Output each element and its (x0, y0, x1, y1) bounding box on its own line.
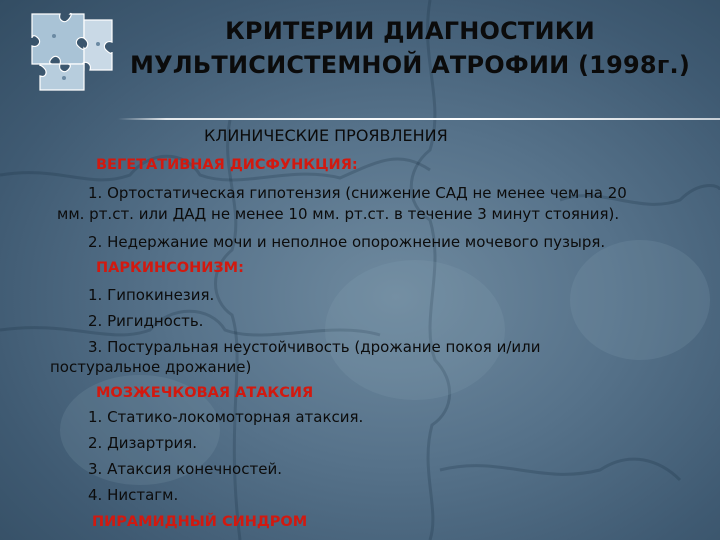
list-item: 1. Статико-локомоторная атаксия. (88, 408, 364, 426)
list-item: 1. Ортостатическая гипотензия (снижение САД не менее чем на 20 (88, 184, 627, 202)
list-item: 2. Недержание мочи и неполное опорожнение мочевого пузыря. (88, 233, 606, 251)
list-item: 2. Ригидность. (88, 312, 204, 330)
list-item: 2. Дизартрия. (88, 434, 198, 452)
title-line-2: МУЛЬТИСИСТЕМНОЙ АТРОФИИ (1998г.) (129, 51, 691, 79)
subheading: КЛИНИЧЕСКИЕ ПРОЯВЛЕНИЯ (204, 126, 448, 145)
section-heading-autonomic: ВЕГЕТАТИВНАЯ ДИСФУНКЦИЯ: (96, 157, 358, 173)
list-item: 3. Постуральная неустойчивость (дрожание покоя и/или (88, 338, 541, 356)
list-item-continuation: постуральное дрожание) (50, 358, 252, 376)
list-item: 3. Атаксия конечностей. (88, 460, 282, 478)
section-heading-ataxia: МОЗЖЕЧКОВАЯ АТАКСИЯ (96, 385, 314, 401)
list-item: 4. Нистагм. (88, 486, 179, 504)
title-line-1: КРИТЕРИИ ДИАГНОСТИКИ (225, 17, 595, 45)
section-heading-pyramidal: ПИРАМИДНЫЙ СИНДРОМ (92, 514, 308, 530)
section-heading-parkinsonism: ПАРКИНСОНИЗМ: (96, 260, 244, 276)
list-item: 1. Гипокинезия. (88, 286, 215, 304)
list-item-continuation: мм. рт.ст. или ДАД не менее 10 мм. рт.ст. в течение 3 минут стояния). (57, 205, 620, 223)
